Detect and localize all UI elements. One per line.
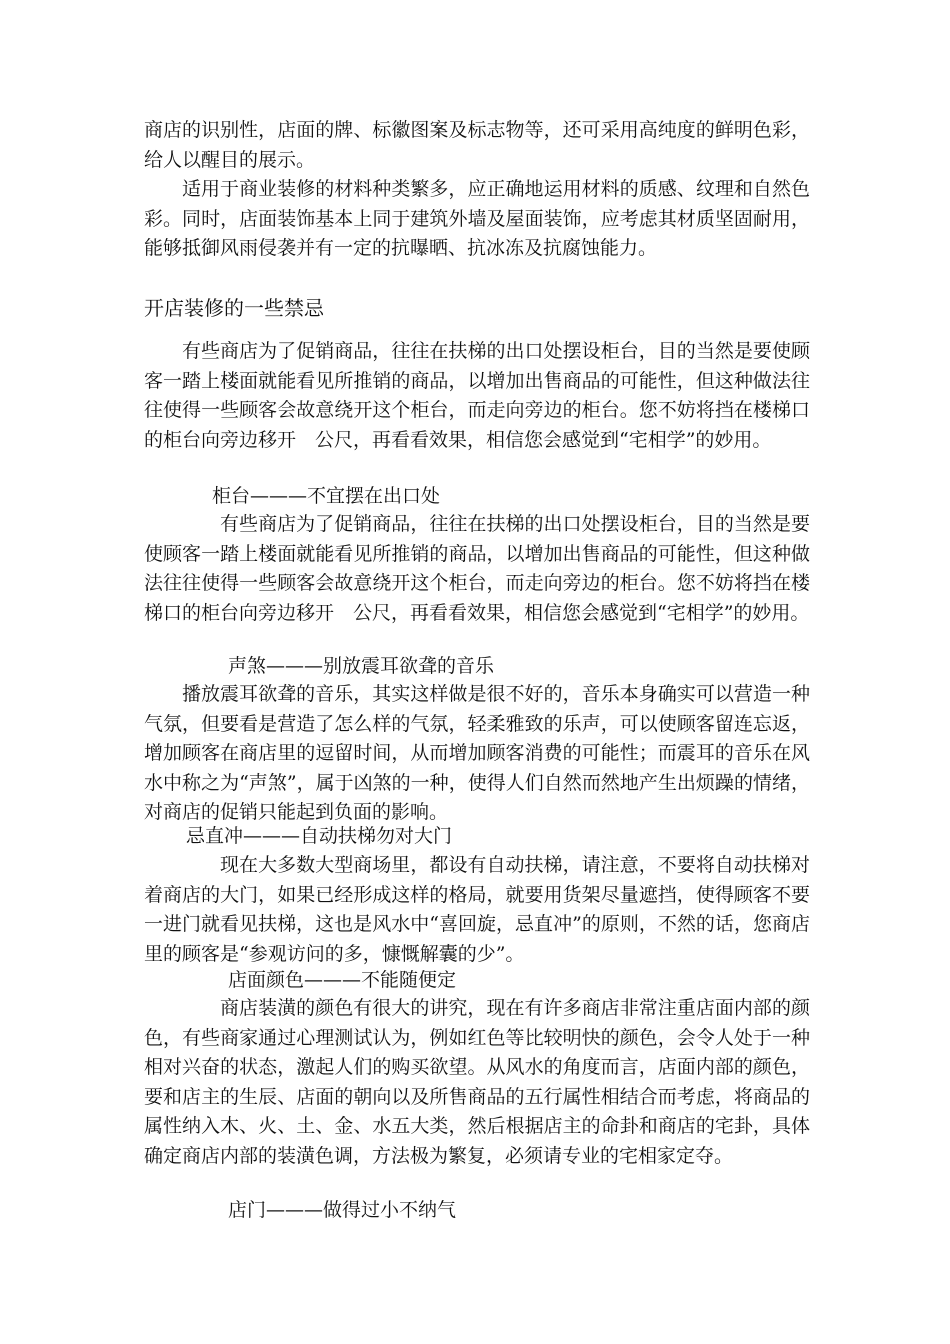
section-heading: 开店装修的一些禁忌 — [144, 296, 324, 320]
paragraph-escalator: 现在大多数大型商场里，都设有自动扶梯，请注意，不要将自动扶梯对着商店的大门，如果已经形成这样的格局，就要用货架尽量遮挡，使得顾客不要一进门就看见扶梯，这也是风水中“喜回旋，忌直冲”的原则，不然的话，您商店里的顾客是“参观访问的多，慷慨解囊的少”。 — [144, 854, 810, 965]
subheading-counter: 柜台———不宜摆在出口处 — [212, 485, 441, 507]
subheading-escalator: 忌直冲———自动扶梯勿对大门 — [186, 825, 453, 847]
paragraph-counter: 有些商店为了促销商品，往往在扶梯的出口处摆设柜台，目的当然是要使顾客一踏上楼面就能看见所推销的商品，以增加出售商品的可能性，但这种做法往往使得一些顾客会故意绕开这个柜台，而走向旁边的柜台。您不妨将挡在楼梯口的柜台向旁边移开 公尺，再看看效果，相信您会感觉到“宅相学”的妙用。 — [144, 513, 810, 624]
paragraph-color: 商店装潢的颜色有很大的讲究，现在有许多商店非常注重店面内部的颜色，有些商家通过心理测试认为，例如红色等比较明快的颜色，会令人处于一种相对兴奋的状态，激起人们的购买欲望。从风水的角度而言，店面内部的颜色，要和店主的生辰、店面的朝向以及所售商品的五行属性相结合而考虑，将商品的属性纳入木、火、土、金、水五大类，然后根据店主的命卦和商店的宅卦，具体确定商店内部的装潢色调，方法极为繁复，必须请专业的宅相家定夺。 — [144, 997, 810, 1167]
subheading-door: 店门———做得过小不纳气 — [228, 1199, 457, 1221]
paragraph-materials: 适用于商业装修的材料种类繁多，应正确地运用材料的质感、纹理和自然色彩。同时，店面装饰基本上同于建筑外墙及屋面装饰，应考虑其材质坚固耐用，能够抵御风雨侵袭并有一定的抗曝晒、抗冰冻及抗腐蚀能力。 — [144, 178, 810, 259]
subheading-sound: 声煞———别放震耳欲聋的音乐 — [228, 655, 495, 677]
paragraph-sound: 播放震耳欲聋的音乐，其实这样做是很不好的，音乐本身确实可以营造一种气氛，但要看是营造了怎么样的气氛，轻柔雅致的乐声，可以使顾客留连忘返，增加顾客在商店里的逗留时间，从而增加顾客消费的可能性；而震耳的音乐在风水中称之为“声煞”，属于凶煞的一种，使得人们自然而然地产生出烦躁的情绪，对商店的促销只能起到负面的影响。 — [144, 683, 810, 823]
paragraph-identity: 商店的识别性，店面的牌、标徽图案及标志物等，还可采用高纯度的鲜明色彩，给人以醒目的展示。 — [144, 119, 810, 171]
paragraph-counter-intro: 有些商店为了促销商品，往往在扶梯的出口处摆设柜台，目的当然是要使顾客一踏上楼面就能看见所推销的商品，以增加出售商品的可能性，但这种做法往往使得一些顾客会故意绕开这个柜台，而走向旁边的柜台。您不妨将挡在楼梯口的柜台向旁边移开 公尺，再看看效果，相信您会感觉到“宅相学”的妙用。 — [144, 340, 810, 451]
subheading-color: 店面颜色———不能随便定 — [228, 969, 457, 991]
